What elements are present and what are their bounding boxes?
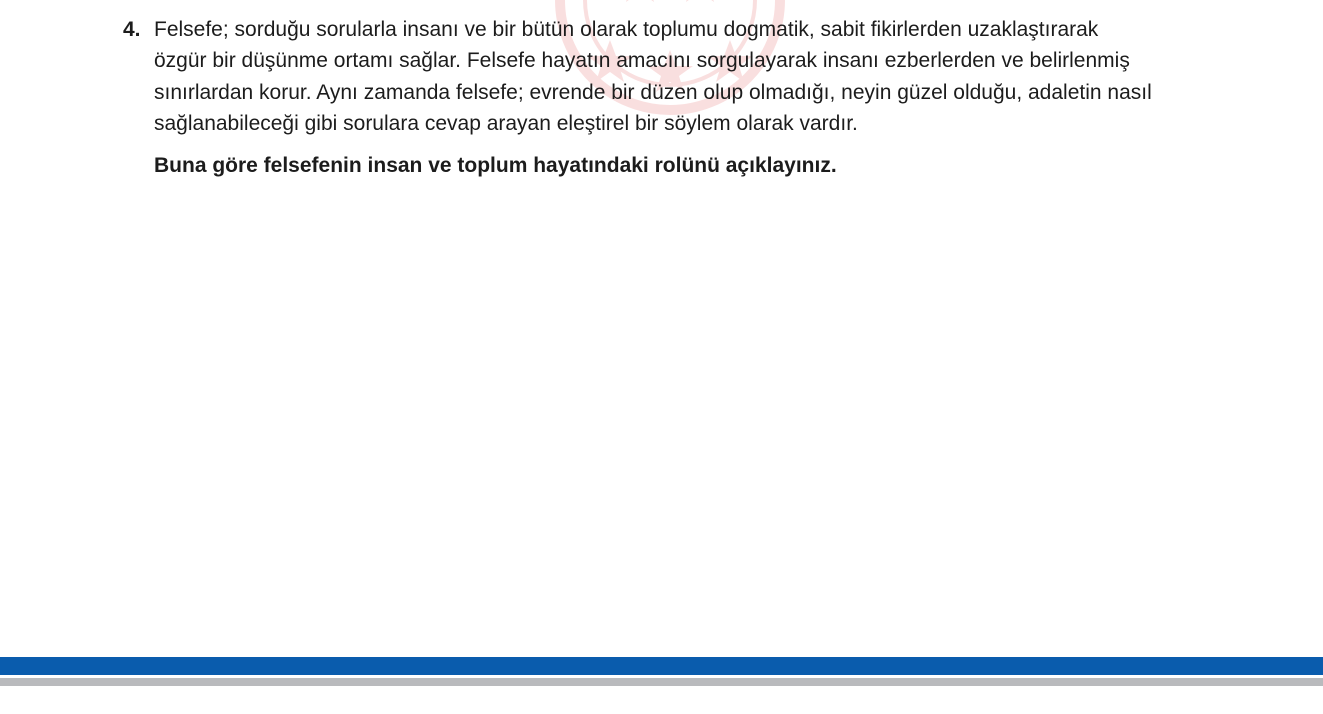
question-text-line: sınırlardan korur. Aynı zamanda felsefe; evrende bir düzen olup olmadığı, neyin güzel olduğu, adaletin nasıl — [154, 80, 1152, 104]
question-number: 4. — [123, 18, 141, 41]
question-prompt: Buna göre felsefenin insan ve toplum hayatındaki rolünü açıklayınız. — [154, 154, 837, 178]
question-text-line: Felsefe; sorduğu sorularla insanı ve bir bütün olarak toplumu dogmatik, sabit fikirlerden uzaklaştırarak — [154, 18, 1099, 41]
question-text-line: sağlanabileceği gibi sorulara cevap arayan eleştirel bir söylem olarak vardır. — [154, 111, 858, 135]
question-body — [154, 14, 1223, 181]
footer-gray-bar — [0, 678, 1323, 686]
question-text-line: özgür bir düşünme ortamı sağlar. Felsefe hayatın amacını sorgulayarak insanı ezberlerden ve belirlenmiş — [154, 49, 1130, 73]
footer-blue-bar — [0, 657, 1323, 675]
